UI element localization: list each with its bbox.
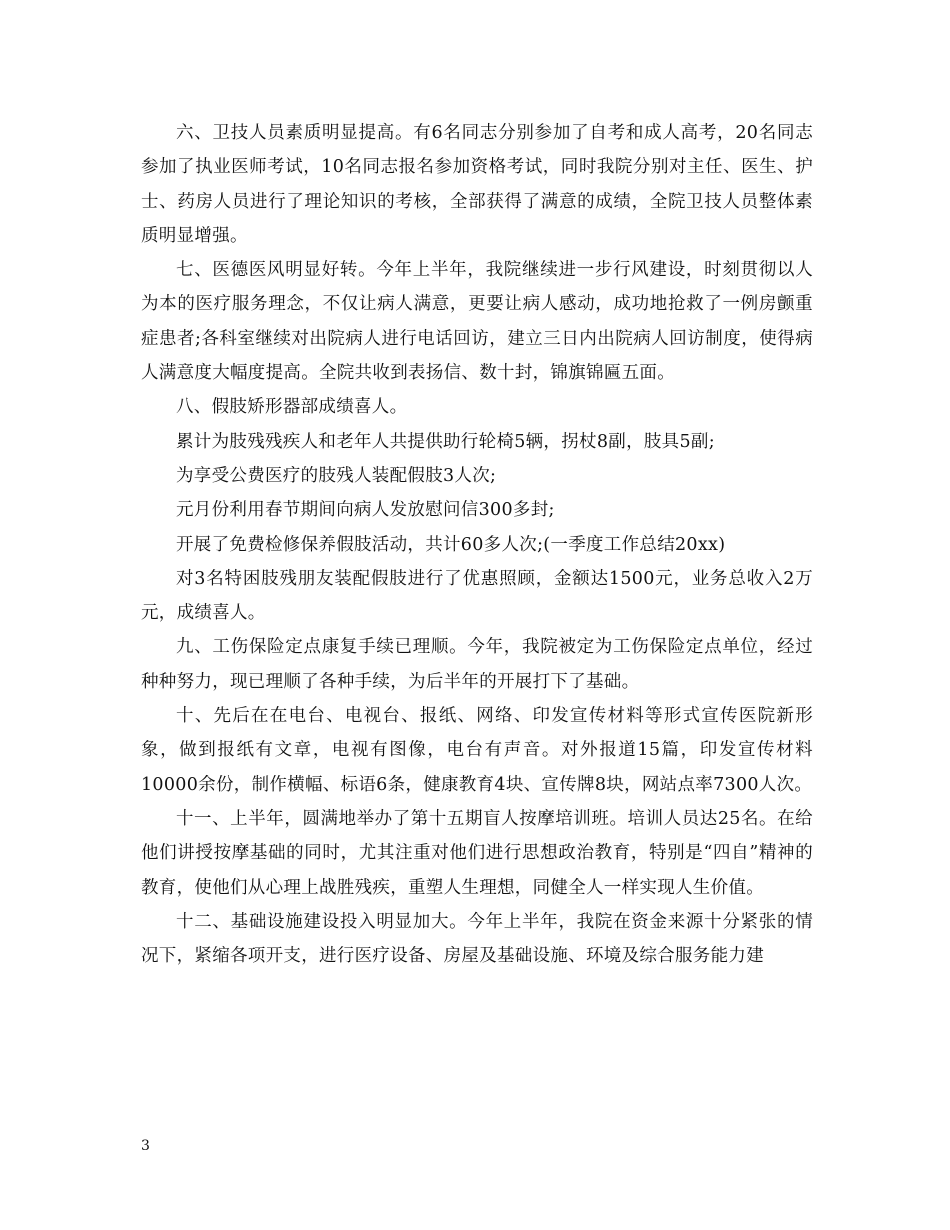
paragraph-item-9: 九、工伤保险定点康复手续已理顺。今年，我院被定为工伤保险定点单位，经过种种努力，现已理顺了各种手续，为后半年的开展打下了基础。 [141,637,813,692]
paragraph-prosthetics: 为享受公费医疗的肢残人装配假肢3人次; [176,465,497,486]
paragraph-item-8: 八、假肢矫形器部成绩喜人。 [176,397,408,418]
paragraph-item-12: 十二、基础设施建设投入明显加大。今年上半年，我院在资金来源十分紧张的情况下，紧缩各项开支，进行医疗设备、房屋及基础设施、环境及综合服务能力建 [141,911,813,967]
paragraph-item-11: 十一、上半年，圆满地举办了第十五期盲人按摩培训班。培训人员达25名。在给他们讲授按摩基础的同时，尤其注重对他们进行思想政治教育，特别是“四自”精神的教育，使他们从心理上战胜残疾，重塑人生理想，同健全人一样实现人生价值。 [141,808,813,898]
paragraph-item-10: 十、先后在在电台、电视台、报纸、网络、印发宣传材料等形式宣传医院新形象，做到报纸有文章，电视有图像，电台有声音。对外报道15篇，印发宣传材料10000余份，制作横幅、标语6条，健康教育4块、宣传牌8块，网站点率7300人次。 [141,706,813,795]
paragraph-item-6: 六、卫技人员素质明显提高。有6名同志分别参加了自考和成人高考，20名同志参加了执业医师考试，10名同志报名参加资格考试，同时我院分别对主任、医生、护士、药房人员进行了理论知识的考核，全部获得了满意的成绩，全院卫技人员整体素质明显增强。 [141,123,813,246]
paragraph-maintenance: 开展了免费检修保养假肢活动，共计60多人次;(一季度工作总结20xx) [176,534,726,555]
paragraph-wheelchairs: 累计为肢残残疾人和老年人共提供助行轮椅5辆，拐杖8副，肢具5副; [176,431,715,452]
paragraph-letters: 元月份利用春节期间向病人发放慰问信300多封; [176,500,555,521]
paragraph-discount: 对3名特困肢残朋友装配假肢进行了优惠照顾，金额达1500元，业务总收入2万元，成绩喜人。 [141,568,813,624]
paragraph-item-7: 七、医德医风明显好转。今年上半年，我院继续进一步行风建设，时刻贯彻以人为本的医疗服务理念，不仅让病人满意，更要让病人感动，成功地抢救了一例房颤重症患者;各科室继续对出院病人进行电话回访，建立三日内出院病人回访制度，使得病人满意度大幅度提高。全院共收到表扬信、数十封，锦旗锦匾五面。 [141,260,813,384]
document-body [141,116,813,973]
page-number: 3 [141,1138,150,1154]
